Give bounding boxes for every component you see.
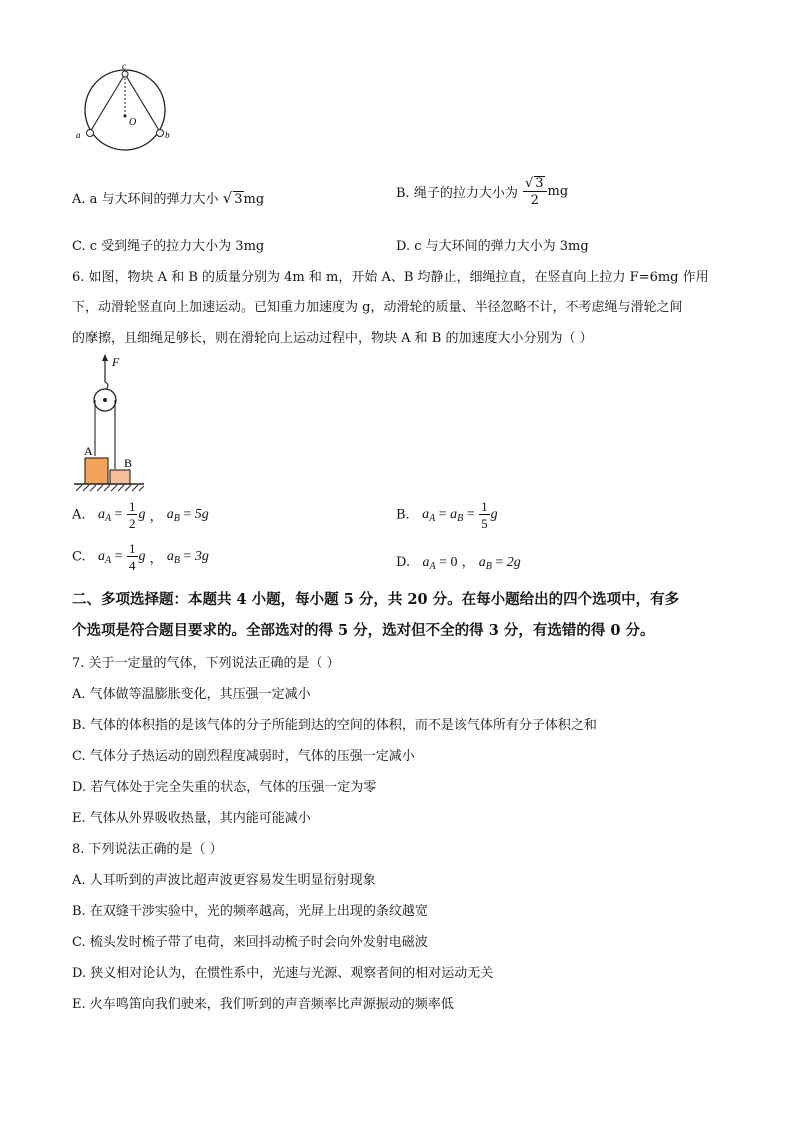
q8-option-d: D. 狭义相对论认为，在惯性系中，光速与光源、观察者间的相对运动无关 <box>72 966 494 981</box>
q6-stem-line1: 6. 如图，物块 A 和 B 的质量分别为 4m 和 m，开始 A、B 均静止，细绳拉直，在竖直向上拉力 F=6mg 作用 <box>72 270 709 285</box>
q8-option-b: B. 在双缝干涉实验中，光的频率越高，光屏上出现的条纹越宽 <box>72 904 428 919</box>
q7-option-b: B. 气体的体积指的是该气体的分子所能到达的空间的体积，而不是该气体所有分子体积之和 <box>72 718 597 733</box>
label-a: a <box>76 130 81 140</box>
bead-c <box>122 71 128 77</box>
q6-option-b: B. $a_A = a_B$ = $\frac{1}{5}$ g <box>396 499 498 531</box>
block-B <box>110 470 130 484</box>
bead-b <box>157 130 164 137</box>
ring-figure <box>74 62 184 162</box>
q7-option-e: E. 气体从外界吸收热量，其内能可能减小 <box>72 811 311 826</box>
q8-option-e: E. 火车鸣笛向我们驶来，我们听到的声音频率比声源振动的频率低 <box>72 997 454 1012</box>
q6-option-d: D. $a_A = 0$ ， $a_B = 2g$ <box>396 555 521 572</box>
label-o: O <box>129 117 137 128</box>
label-c: c <box>122 62 126 71</box>
block-A <box>85 458 108 484</box>
q5-option-c: C. c 受到绳子的拉力大小为 3mg <box>72 239 265 254</box>
section2-heading-line1: 二、多项选择题：本题共 4 小题，每小题 5 分，共 20 分。在每小题给出的四个选项中，有多 <box>72 591 680 608</box>
label-F: F <box>112 355 120 369</box>
q8-option-c: C. 梳头发时梳子带了电荷，来回抖动梳子时会向外发射电磁波 <box>72 935 428 950</box>
q7-stem: 7. 关于一定量的气体，下列说法正确的是（ ） <box>72 656 340 671</box>
q7-option-d: D. 若气体处于完全失重的状态，气体的压强一定为零 <box>72 780 377 795</box>
center-dot <box>124 115 127 118</box>
q8-stem: 8. 下列说法正确的是（ ） <box>72 842 223 857</box>
bead-a <box>87 130 94 137</box>
q5-option-b: B. 绳子的拉力大小为 $\frac{√ 3}{2}$ mg <box>396 176 569 208</box>
q8-option-a: A. 人耳听到的声波比超声波更容易发生明显衍射现象 <box>72 873 376 888</box>
q6-option-c: C. $a_A$ = $\frac{1}{4}$ g ， $a_B = 3g$ <box>72 541 209 573</box>
label-B: B <box>124 456 133 470</box>
q7-option-a: A. 气体做等温膨胀变化，其压强一定减小 <box>72 687 311 702</box>
q5-option-a: A. a 与大环间的弹力大小 √ 3mg <box>72 189 265 207</box>
pulley-figure <box>72 352 152 494</box>
pulley-axle <box>103 398 107 402</box>
label-A: A <box>84 444 93 458</box>
ground-hatching <box>76 485 144 491</box>
force-arrowhead <box>102 354 108 361</box>
label-b: b <box>165 130 170 140</box>
section2-heading-line2: 个选项是符合题目要求的。全部选对的得 5 分，选对但不全的得 3 分，有选错的得 0 分。 <box>72 622 655 639</box>
q6-stem-line2: 下，动滑轮竖直向上加速运动。已知重力加速度为 g，动滑轮的质量、半径忽略不计，不考虑绳与滑轮之间 <box>72 300 683 315</box>
q6-stem-line3: 的摩擦，且细绳足够长，则在滑轮向上运动过程中，物块 A 和 B 的加速度大小分别为（ ） <box>72 331 593 346</box>
q5-option-d: D. c 与大环间的弹力大小为 3mg <box>396 239 589 254</box>
q6-option-a: A. $a_A$ = $\frac{1}{2}$ g ， $a_B = 5g$ <box>72 499 209 531</box>
q7-option-c: C. 气体分子热运动的剧烈程度减弱时，气体的压强一定减小 <box>72 749 415 764</box>
